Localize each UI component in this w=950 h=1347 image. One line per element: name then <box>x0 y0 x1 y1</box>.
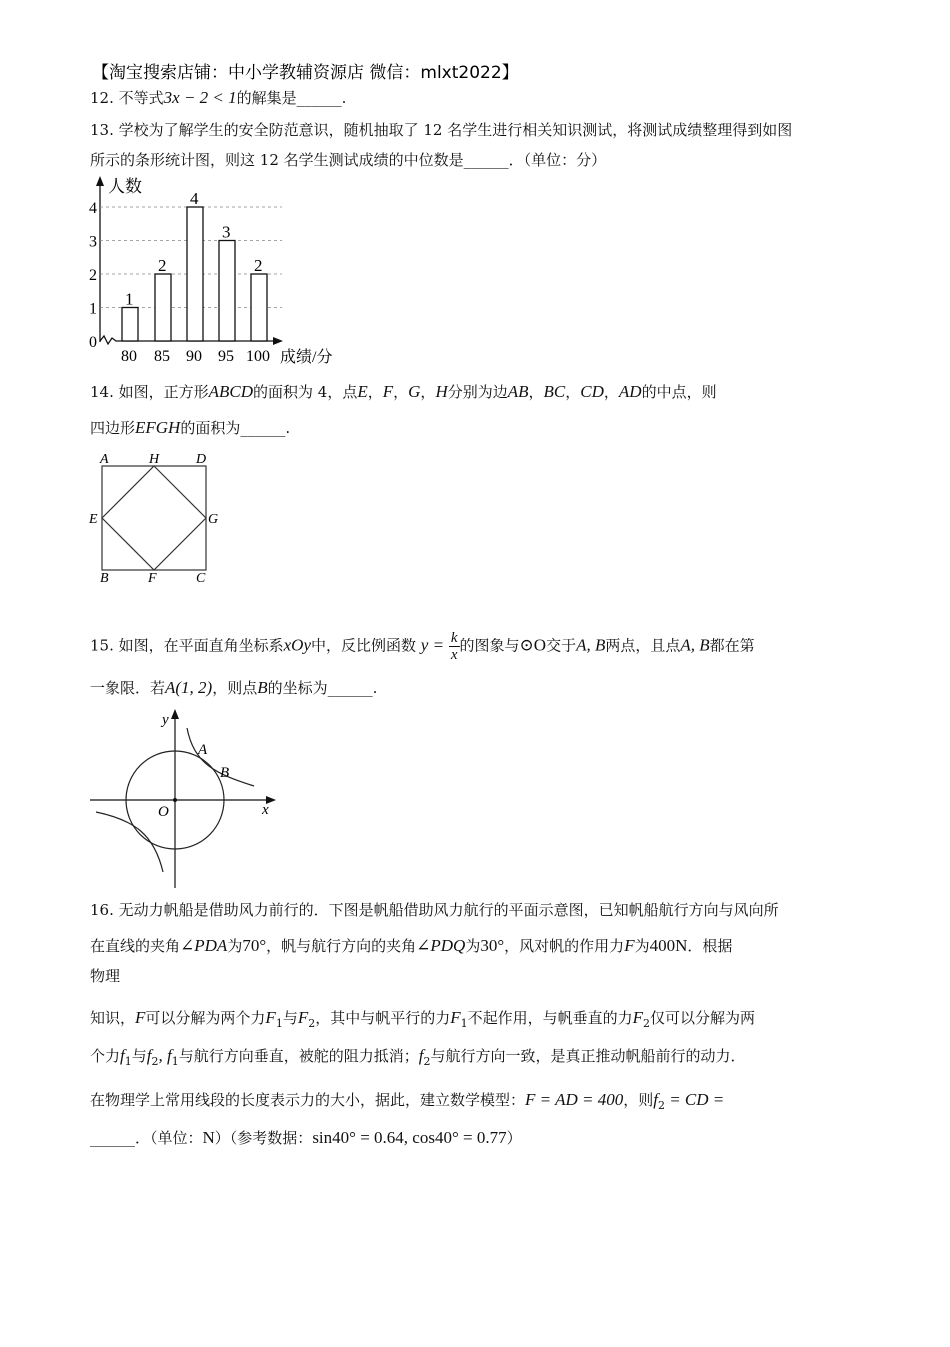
y-tick-label: 0 <box>89 334 97 351</box>
q16-t4: 为 <box>465 937 481 955</box>
y-tick-label: 3 <box>89 233 97 251</box>
q16-f2-cd-eq: = CD = <box>664 1090 725 1109</box>
bar <box>251 274 267 341</box>
q16-small-f2-sub: 2 <box>151 1055 159 1068</box>
q16-t19: ，则 <box>623 1091 654 1109</box>
q16-f2-cd: f <box>653 1090 658 1109</box>
x-axis-arrow <box>273 337 283 345</box>
q15-line1 <box>90 630 755 663</box>
q14-point-e: E <box>357 382 368 401</box>
q16-t21: ）（参考数据： <box>214 1129 313 1147</box>
q14-text-5: 四边形 <box>90 419 136 437</box>
q16-small-f1-sub: 1 <box>124 1055 132 1068</box>
fig-label-a: A <box>198 742 208 758</box>
hyperbola-branch-2 <box>96 812 163 872</box>
q16-t9: 可以分解为两个力 <box>145 1009 266 1027</box>
q16-t11: ，其中与帆平行的力 <box>315 1009 451 1027</box>
q14-quad-name: EFGH <box>135 418 181 437</box>
q14-text-1: 14. 如图，正方形 <box>90 383 209 401</box>
q16-t20: ______．（单位： <box>90 1129 203 1147</box>
q16-line2 <box>90 936 732 956</box>
bar-value-label: 2 <box>254 256 263 275</box>
bar <box>219 241 235 342</box>
q16-model: F = AD = 400 <box>525 1090 624 1109</box>
q16-line1: 16. 无动力帆船是借助风力前行的．下图是帆船借助风力航行的平面示意图，已知帆船航行方向与风向所 <box>90 901 779 919</box>
q16-force-f: F <box>624 936 635 955</box>
q15-line2 <box>90 678 377 698</box>
y-axis-arrow <box>96 176 104 186</box>
q16-line7 <box>90 1128 522 1148</box>
q12-suffix: 的解集是______. <box>236 89 347 107</box>
label-f: F <box>148 571 157 586</box>
q16-line4 <box>90 1008 755 1034</box>
q16-small-f1-b-sub: 1 <box>171 1055 179 1068</box>
q16-t6: 为 <box>634 937 650 955</box>
q16-angle-pdq: ∠PDQ <box>416 936 466 955</box>
q16-t8: 知识， <box>90 1009 136 1027</box>
fig-label-o: O <box>158 804 169 820</box>
q16-small-f2: f <box>146 1046 152 1065</box>
y-tick-label: 4 <box>89 200 97 217</box>
label-b: B <box>100 571 109 586</box>
q16-t5: ，风对帆的作用力 <box>504 937 625 955</box>
square-abcd <box>102 466 206 570</box>
q16-f: F <box>135 1008 146 1027</box>
bar-value-label: 1 <box>125 289 134 309</box>
q14-line1: 14. 如图，正方形ABCD的面积为 4，点E，F，G，H分别为边AB，BC，CD，AD的中点，则 <box>90 382 717 401</box>
origin-dot <box>173 798 177 802</box>
q16-t13: 仅可以分解为两 <box>650 1009 756 1027</box>
q12-num: 12. <box>90 89 114 107</box>
q15-text-3: 的图象与 <box>459 636 520 655</box>
x-tick-label: 80 <box>121 348 137 365</box>
q12-line <box>90 88 346 108</box>
q15-fraction <box>449 630 460 663</box>
fig-label-y: y <box>162 712 169 728</box>
q14-point-g: G <box>408 382 421 401</box>
q15-point-a: A(1, 2) <box>165 678 213 697</box>
q14-point-f: F <box>382 382 394 401</box>
q16-t1: 在直线的夹角 <box>90 937 181 955</box>
square-figure <box>86 448 226 588</box>
q16-line3: 物理 <box>90 967 121 985</box>
q14-text-4: 的中点，则 <box>641 383 717 401</box>
q15-text-8: ，则点 <box>212 679 258 697</box>
q13-line1: 13. 学校为了解学生的安全防范意识，随机抽取了 12 名学生进行相关知识测试，将测试成绩整理得到如图 <box>90 121 793 139</box>
x-tick-label: 100 <box>246 348 270 365</box>
q16-line5 <box>90 1046 746 1072</box>
q14-text-6: 的面积为______. <box>180 419 291 437</box>
bar-value-label: 4 <box>190 189 199 208</box>
label-e: E <box>89 512 98 527</box>
q16-line6 <box>90 1090 724 1116</box>
q15-text-1: 15. 如图，在平面直角坐标系 <box>90 636 284 655</box>
q16-small-f1-b: , f <box>158 1046 172 1065</box>
q16-f1: F <box>265 1008 276 1027</box>
q14-text-2: 的面积为 4，点 <box>253 383 358 401</box>
y-tick-label: 1 <box>89 300 97 318</box>
x-axis-label: 成绩/分 <box>280 349 333 366</box>
q16-t22: ） <box>506 1129 522 1147</box>
q16-f1b: F <box>450 1008 461 1027</box>
q16-f1-sub: 1 <box>275 1017 283 1030</box>
x-tick-label: 85 <box>154 348 170 365</box>
label-h: H <box>149 452 160 467</box>
q16-small-f1: f <box>120 1046 125 1065</box>
q16-f2-sub: 2 <box>308 1017 316 1030</box>
label-g: G <box>208 512 219 527</box>
q16-f2c-sub: 2 <box>643 1017 651 1030</box>
q15-ab-1: A, B <box>576 635 606 655</box>
y-axis-label: 人数 <box>108 177 142 196</box>
q16-t2: 为 <box>227 937 243 955</box>
q15-point-b: B <box>257 678 268 697</box>
bar-value-label: 2 <box>158 256 167 275</box>
label-d: D <box>196 452 207 467</box>
q16-f2: F <box>297 1008 309 1027</box>
q16-angle-pda: ∠PDA <box>180 936 228 955</box>
q16-deg70: 70° <box>242 936 267 955</box>
q14-side-ab: AB <box>507 382 529 401</box>
fig-label-x: x <box>262 802 269 818</box>
y-tick-label: 2 <box>89 267 97 284</box>
q16-t12: 不起作用，与帆垂直的力 <box>467 1009 633 1027</box>
q14-line2 <box>90 418 290 438</box>
q16-t14: 个力 <box>90 1047 121 1065</box>
bar-chart <box>86 174 366 374</box>
q16-ref-data: sin40° = 0.64, cos40° = 0.77 <box>312 1128 507 1147</box>
q15-frac-k: k <box>450 630 458 646</box>
q13-line2: 所示的条形统计图，则这 12 名学生测试成绩的中位数是______．（单位：分） <box>90 151 607 169</box>
bar <box>187 207 203 341</box>
q16-t15: 与 <box>131 1047 147 1065</box>
q12-prefix: 不等式 <box>118 89 164 107</box>
bar-value-label: 3 <box>222 222 231 242</box>
q15-text-7: 一象限．若 <box>90 679 166 697</box>
q14-text-3: 分别为边 <box>447 383 508 401</box>
q15-text-6: 都在第 <box>709 636 755 655</box>
q16-t7: ．根据 <box>687 937 733 955</box>
q15-text-5: 两点，且点 <box>605 636 681 655</box>
fig-y-arrow <box>171 709 179 719</box>
page-header: 【淘宝搜索店铺：中小学教辅资源店 微信：mlxt2022】 <box>92 63 519 83</box>
q16-unit-n: N <box>202 1128 215 1147</box>
q16-400n: 400N <box>649 936 688 955</box>
q16-t16: 与航行方向垂直，被舵的阻力抵消； <box>178 1047 419 1065</box>
q16-small-f2-b: f <box>418 1046 424 1065</box>
q16-deg30: 30° <box>480 936 505 955</box>
q14-side-bc: BC <box>543 382 566 401</box>
q16-small-f2-b-sub: 2 <box>423 1055 431 1068</box>
q12-math: 3x − 2 < 1 <box>163 88 237 107</box>
bar <box>122 308 138 342</box>
label-c: C <box>196 571 206 586</box>
q16-f2-cd-sub: 2 <box>657 1099 665 1112</box>
q15-circle: ⊙O <box>519 635 547 655</box>
q16-f2c: F <box>632 1008 644 1027</box>
circle-hyperbola-figure <box>86 704 286 894</box>
x-tick-label: 90 <box>186 348 202 365</box>
label-a: A <box>100 452 109 467</box>
x-tick-label: 95 <box>218 348 234 365</box>
q15-ab-2: A, B <box>680 635 710 655</box>
q15-text-9: 的坐标为______. <box>267 679 378 697</box>
bar <box>155 274 171 341</box>
fig-label-b: B <box>220 765 230 781</box>
q16-t3: ，帆与航行方向的夹角 <box>266 937 417 955</box>
q15-text-4: 交于 <box>546 636 577 655</box>
q14-side-ad: AD <box>618 382 642 401</box>
q14-square-name: ABCD <box>208 382 254 401</box>
q15-frac-x: x <box>450 647 458 663</box>
quad-efgh <box>102 466 206 570</box>
q16-f1b-sub: 1 <box>460 1017 468 1030</box>
q14-point-h: H <box>435 382 448 401</box>
q15-xoy: xOy <box>283 635 311 655</box>
q15-y-eq: y = <box>420 635 445 655</box>
q16-t10: 与 <box>282 1009 298 1027</box>
q16-t18: 在物理学上常用线段的长度表示力的大小，据此，建立数学模型： <box>90 1091 526 1109</box>
q15-text-2: 中，反比例函数 <box>311 636 417 655</box>
q14-side-cd: CD <box>580 382 604 401</box>
q16-t17: 与航行方向一致，是真正推动帆船前行的动力． <box>430 1047 746 1065</box>
